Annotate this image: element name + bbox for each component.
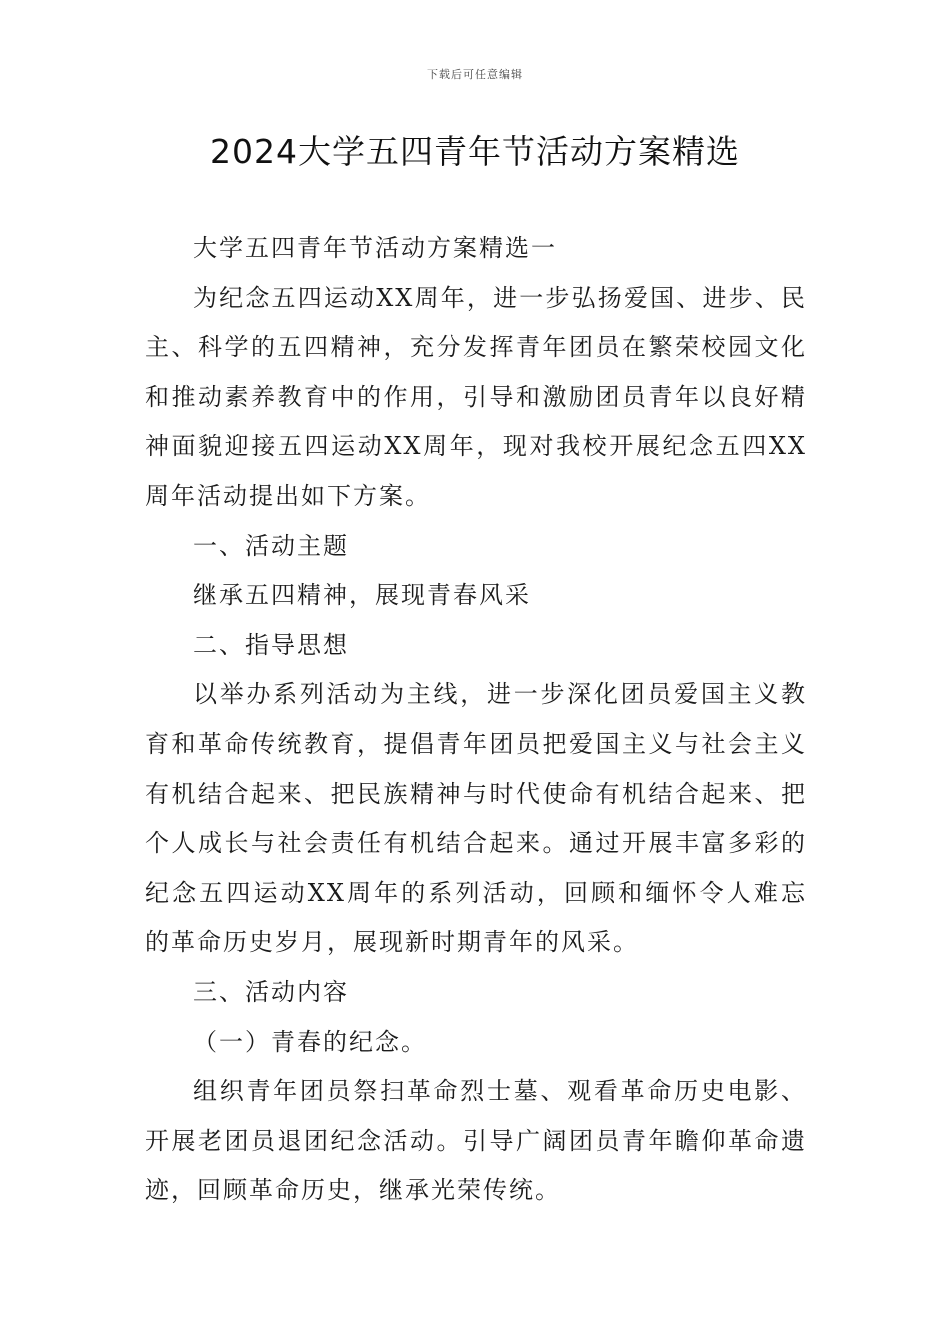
section-heading-theme: 一、活动主题 bbox=[193, 531, 349, 560]
section-heading-content: 三、活动内容 bbox=[193, 977, 349, 1006]
header-note: 下载后可任意编辑 bbox=[427, 68, 523, 81]
subsection-heading-youth-memorial: （一）青春的纪念。 bbox=[193, 1027, 427, 1056]
document-title: 2024大学五四青年节活动方案精选 bbox=[210, 132, 740, 171]
theme-paragraph: 继承五四精神，展现青春风采 bbox=[193, 581, 531, 610]
intro-paragraph: 为纪念五四运动XX周年，进一步弘扬爱国、进步、民主、科学的五四精神，充分发挥青年团员在繁荣校园文化和推动素养教育中的作用，引导和激励团员青年以良好精神面貌迎接五四运动XX周年，现对我校开展纪念五四XX周年活动提出如下方案。 bbox=[145, 283, 807, 510]
section-heading-plan-one: 大学五四青年节活动方案精选一 bbox=[193, 234, 557, 262]
guiding-thought-paragraph: 以举办系列活动为主线，进一步深化团员爱国主义教育和革命传统教育，提倡青年团员把爱国主义与社会主义有机结合起来、把民族精神与时代使命有机结合起来、把个人成长与社会责任有机结合起来。通过开展丰富多彩的纪念五四运动XX周年的系列活动，回顾和缅怀令人难忘的革命历史岁月，展现新时期青年的风采。 bbox=[145, 680, 807, 957]
section-heading-guiding-thought: 二、指导思想 bbox=[193, 630, 349, 659]
youth-memorial-paragraph: 组织青年团员祭扫革命烈士墓、观看革命历史电影、开展老团员退团纪念活动。引导广阔团员青年瞻仰革命遗迹，回顾革命历史，继承光荣传统。 bbox=[145, 1077, 807, 1205]
document-body bbox=[145, 224, 807, 1216]
